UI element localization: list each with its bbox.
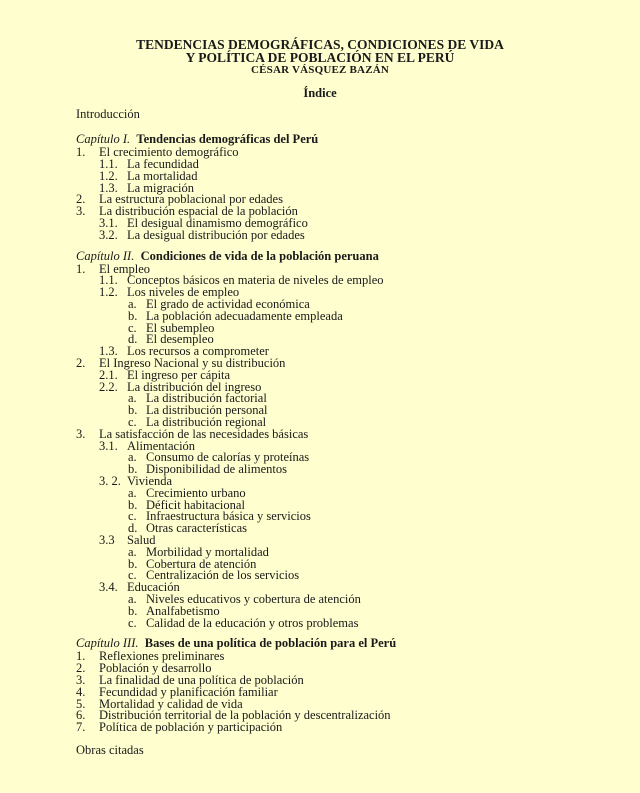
toc-number: 3.2. <box>99 227 118 242</box>
toc-number: b. <box>128 556 138 571</box>
toc-entry-text: La población adecuadamente empleada <box>146 308 343 323</box>
toc-entry-text: Distribución territorial de la población y descentralización <box>99 708 391 723</box>
toc-entry-text: Reflexiones preliminares <box>99 649 225 664</box>
toc-number: 4. <box>76 684 86 699</box>
toc-entry-text: Infraestructura básica y servicios <box>146 509 311 524</box>
toc-number: 2. <box>76 356 86 371</box>
toc-number: 3. <box>76 672 86 687</box>
chapter-label: Capítulo I. <box>76 132 131 147</box>
toc-number: 6. <box>76 708 86 723</box>
toc-entry-text: El subempleo <box>146 320 215 335</box>
toc-entry-text: La satisfacción de las necesidades básicas <box>99 426 309 441</box>
document-title-line-1: TENDENCIAS DEMOGRÁFICAS, CONDICIONES DE VIDA <box>136 37 504 52</box>
toc-number: a. <box>128 485 137 500</box>
toc-entry-text: Población y desarrollo <box>99 661 212 676</box>
toc-entry-text: El Ingreso Nacional y su distribución <box>99 356 286 371</box>
toc-entry-text: El desigual dinamismo demográfico <box>127 216 308 231</box>
toc-number: 7. <box>76 720 86 735</box>
toc-entry-text: Política de población y participación <box>99 720 283 735</box>
toc-entry-text: Los recursos a comprometer <box>127 344 269 359</box>
toc-number: 3. <box>76 426 86 441</box>
toc-number: c. <box>128 415 137 430</box>
toc-entry-text: Mortalidad y calidad de vida <box>99 696 243 711</box>
toc-entry-text: Obras citadas <box>76 743 144 758</box>
toc-entry-text: La migración <box>127 180 194 195</box>
index-heading: Índice <box>303 86 337 100</box>
chapter-3-heading[interactable] <box>76 635 616 650</box>
toc-entry-text: Introducción <box>76 107 140 121</box>
chapter-title: Bases de una política de población para el Perú <box>144 636 397 651</box>
toc-number: b. <box>128 603 138 618</box>
toc-entry[interactable] <box>76 593 616 605</box>
toc-entry-text: La mortalidad <box>127 168 198 183</box>
toc-entry-references[interactable] <box>76 744 616 756</box>
toc-number: 3.3 <box>99 533 115 547</box>
toc-number: 1.3. <box>99 344 118 359</box>
toc-number: a. <box>128 544 137 559</box>
toc-number: a. <box>128 591 137 606</box>
toc-entry-text: La distribución espacial de la población <box>99 204 298 219</box>
toc-entry-text: Crecimiento urbano <box>146 485 246 500</box>
toc-number: 1.2. <box>99 285 118 300</box>
chapter-title: Tendencias demográficas del Perú <box>136 132 319 147</box>
toc-number: 2. <box>76 661 86 676</box>
toc-entry-text: Centralización de los servicios <box>146 568 300 583</box>
toc-number: a. <box>128 391 137 406</box>
toc-entry-text: Alimentación <box>127 438 196 453</box>
toc-entry-text: Cobertura de atención <box>146 556 257 571</box>
toc-number: 1.2. <box>99 168 118 183</box>
chapter-1-heading[interactable] <box>76 131 616 146</box>
toc-number: 3.1. <box>99 216 118 231</box>
toc-entry-text: El desempleo <box>146 332 214 347</box>
toc-entry[interactable] <box>76 686 616 698</box>
toc-entry-text: La distribución factorial <box>146 391 267 406</box>
chapter-label: Capítulo II. <box>76 248 135 263</box>
toc-number: c. <box>128 568 137 583</box>
toc-number: a. <box>128 450 137 465</box>
toc-entry-text: Calidad de la educación y otros problemas <box>146 615 359 630</box>
toc-entry-text: La fecundidad <box>127 157 199 172</box>
toc-number: b. <box>128 462 138 477</box>
toc-number: 3.1. <box>99 438 118 453</box>
toc-entry-text: Vivienda <box>127 474 173 489</box>
toc-entry-text: La distribución del ingreso <box>127 379 262 394</box>
toc-entry-text: Déficit habitacional <box>146 497 245 512</box>
toc-entry-text: Conceptos básicos en materia de niveles de empleo <box>127 273 384 288</box>
toc-entry-text: El crecimiento demográfico <box>99 145 239 160</box>
toc-number: 2.2. <box>99 379 118 394</box>
toc-number: 1.3. <box>99 180 118 195</box>
toc-number: 5. <box>76 696 86 711</box>
toc-entry[interactable] <box>76 546 616 558</box>
chapter-2-heading[interactable] <box>76 248 616 263</box>
toc-number: 3.4. <box>99 580 118 595</box>
toc-entry-text: El ingreso per cápita <box>127 367 231 382</box>
chapter-title: Condiciones de vida de la población peruana <box>140 248 379 263</box>
toc-number: a. <box>128 297 137 312</box>
chapter-label: Capítulo III. <box>76 636 139 651</box>
toc-entry-introduction[interactable] <box>76 108 616 120</box>
toc-number: d. <box>128 521 138 536</box>
toc-number: 1. <box>76 649 86 664</box>
toc-number: 2. <box>76 192 86 207</box>
toc-number: 1. <box>76 145 86 160</box>
toc-entry-text: Salud <box>127 533 156 547</box>
table-of-contents <box>76 108 616 756</box>
toc-entry[interactable] <box>76 428 616 440</box>
toc-entry-text: La desigual distribución por edades <box>127 227 305 242</box>
toc-number: c. <box>128 509 137 524</box>
toc-entry-text: La distribución personal <box>146 403 268 418</box>
toc-number: c. <box>128 615 137 630</box>
toc-entry[interactable] <box>76 369 616 381</box>
toc-number: b. <box>128 497 138 512</box>
author-name: CÉSAR VÁSQUEZ BAZÁN <box>250 64 390 76</box>
toc-entry-text: La distribución regional <box>146 415 267 430</box>
toc-entry-text: Analfabetismo <box>146 603 220 618</box>
toc-number: d. <box>128 332 138 347</box>
toc-entry[interactable] <box>76 617 616 629</box>
toc-entry[interactable] <box>76 487 616 499</box>
toc-entry-text: Consumo de calorías y proteínas <box>146 450 310 465</box>
toc-entry[interactable] <box>76 674 616 686</box>
toc-entry-text: La finalidad de una política de población <box>99 672 304 687</box>
toc-number: 1.1. <box>99 273 118 288</box>
toc-entry-text: Fecundidad y planificación familiar <box>99 684 278 699</box>
toc-entry-text: La estructura poblacional por edades <box>99 192 283 207</box>
toc-number: c. <box>128 320 137 335</box>
toc-entry-text: Morbilidad y mortalidad <box>146 544 269 559</box>
toc-entry[interactable] <box>76 522 616 534</box>
toc-entry-text: El empleo <box>99 261 151 276</box>
toc-number: b. <box>128 403 138 418</box>
toc-entry-text: Educación <box>127 580 180 595</box>
toc-entry-text: Los niveles de empleo <box>127 285 240 300</box>
toc-number: 1. <box>76 261 86 276</box>
document-title-line-2: Y POLÍTICA DE POBLACIÓN EN EL PERÚ <box>185 50 455 65</box>
toc-entry-text: Otras características <box>146 521 247 536</box>
toc-entry[interactable] <box>76 229 616 241</box>
toc-entry-text: Disponibilidad de alimentos <box>146 462 287 477</box>
toc-entry-text: Niveles educativos y cobertura de atención <box>146 591 361 606</box>
toc-number: b. <box>128 308 138 323</box>
toc-entry[interactable] <box>76 605 616 617</box>
toc-entry[interactable] <box>76 170 616 182</box>
toc-entry-text: El grado de actividad económica <box>146 297 310 312</box>
toc-entry[interactable] <box>76 310 616 322</box>
toc-number: 1.1. <box>99 157 118 172</box>
toc-entry[interactable] <box>76 721 616 733</box>
toc-number: 3. <box>76 204 86 219</box>
toc-number: 2.1. <box>99 367 118 382</box>
toc-number: 3. 2. <box>99 474 121 489</box>
